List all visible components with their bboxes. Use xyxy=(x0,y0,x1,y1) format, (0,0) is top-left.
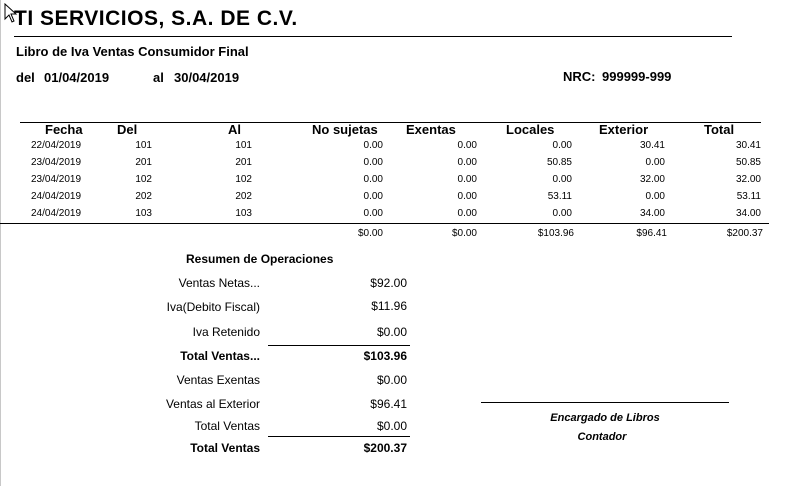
cell-locales: 0.00 xyxy=(552,208,572,219)
cell-total: 53.11 xyxy=(736,191,761,202)
summary-value: $0.00 xyxy=(376,373,407,387)
cell-al: 201 xyxy=(235,157,252,168)
summary-value: $92.00 xyxy=(370,276,407,290)
col-header-exentas: Exentas xyxy=(406,122,456,137)
col-header-del: Del xyxy=(117,122,138,137)
cell-del: 201 xyxy=(135,157,152,168)
cell-del: 202 xyxy=(135,191,152,202)
col-header-total: Total xyxy=(704,122,735,137)
cell-exterior: 34.00 xyxy=(639,208,665,219)
summary-label: Total Ventas xyxy=(190,441,260,455)
cell-locales: 0.00 xyxy=(552,174,572,185)
col-header-no-sujetas: No sujetas xyxy=(312,122,378,137)
left-border xyxy=(0,0,1,486)
period-to-date: 30/04/2019 xyxy=(174,70,240,85)
total-locales: $103.96 xyxy=(537,228,574,239)
cell-fecha: 23/04/2019 xyxy=(31,174,82,185)
cell-exterior: 30.41 xyxy=(639,140,665,151)
title-divider xyxy=(14,36,732,37)
total-exentas: $0.00 xyxy=(451,228,477,239)
col-header-exterior: Exterior xyxy=(599,122,649,137)
summary-label: Total Ventas... xyxy=(180,349,260,363)
cell-fecha: 22/04/2019 xyxy=(31,140,82,151)
summary-label: Iva(Debito Fiscal) xyxy=(166,300,260,314)
cell-total: 30.41 xyxy=(735,140,761,151)
cell-no-sujetas: 0.00 xyxy=(363,191,383,202)
summary-label: Ventas Netas... xyxy=(178,276,260,290)
summary-label: Iva Retenido xyxy=(192,325,260,339)
cell-no-sujetas: 0.00 xyxy=(363,140,383,151)
cell-del: 101 xyxy=(135,140,152,151)
cell-no-sujetas: 0.00 xyxy=(363,208,383,219)
cell-total: 34.00 xyxy=(735,208,761,219)
cell-locales: 50.85 xyxy=(546,157,572,168)
cell-exentas: 0.00 xyxy=(457,191,477,202)
summary-label: Total Ventas xyxy=(194,419,260,433)
cell-total: 32.00 xyxy=(735,174,761,185)
cell-exterior: 32.00 xyxy=(639,174,665,185)
cell-exentas: 0.00 xyxy=(457,174,477,185)
period-from-label: del xyxy=(16,70,35,85)
summary-label: Ventas Exentas xyxy=(176,373,260,387)
cell-al: 101 xyxy=(235,140,252,151)
cell-fecha: 23/04/2019 xyxy=(31,157,82,168)
cell-locales: 0.00 xyxy=(552,140,572,151)
cell-exentas: 0.00 xyxy=(457,140,477,151)
summary-value: $0.00 xyxy=(376,419,407,433)
summary-value: $96.41 xyxy=(370,397,407,411)
summary-total-rule xyxy=(268,436,410,437)
summary-subtotal-rule xyxy=(268,345,410,346)
nrc-label: NRC: xyxy=(563,69,596,84)
cell-del: 103 xyxy=(135,208,152,219)
cell-del: 102 xyxy=(135,174,152,185)
company-name: TI SERVICIOS, S.A. DE C.V. xyxy=(14,7,298,30)
cell-fecha: 24/04/2019 xyxy=(31,208,82,219)
total-exterior: $96.41 xyxy=(636,228,667,239)
summary-title: Resumen de Operaciones xyxy=(186,252,334,266)
col-header-al: Al xyxy=(228,122,241,137)
signature-role: Encargado de Libros xyxy=(550,412,660,424)
total-total: $200.37 xyxy=(726,228,763,239)
cell-al: 103 xyxy=(235,208,252,219)
cell-exentas: 0.00 xyxy=(457,157,477,168)
signature-title: Contador xyxy=(577,431,627,443)
cell-no-sujetas: 0.00 xyxy=(363,174,383,185)
cell-al: 202 xyxy=(235,191,252,202)
summary-label: Ventas al Exterior xyxy=(165,397,260,411)
col-header-fecha: Fecha xyxy=(45,122,83,137)
cell-exterior: 0.00 xyxy=(645,157,665,168)
nrc-value: 999999-999 xyxy=(602,69,672,84)
summary-value: $103.96 xyxy=(363,349,407,363)
cell-exentas: 0.00 xyxy=(457,208,477,219)
summary-value: $200.37 xyxy=(363,441,407,455)
cell-total: 50.85 xyxy=(735,157,761,168)
cell-al: 102 xyxy=(235,174,252,185)
report-subtitle: Libro de Iva Ventas Consumidor Final xyxy=(16,44,249,59)
summary-value: $0.00 xyxy=(376,325,407,339)
cell-locales: 53.11 xyxy=(547,191,572,202)
cell-exterior: 0.00 xyxy=(645,191,665,202)
period-from-date: 01/04/2019 xyxy=(44,70,110,85)
period-to-label: al xyxy=(153,70,164,85)
cell-no-sujetas: 0.00 xyxy=(363,157,383,168)
signature-line xyxy=(481,402,729,403)
total-no-sujetas: $0.00 xyxy=(357,228,383,239)
summary-value: $11.96 xyxy=(371,299,407,313)
col-header-locales: Locales xyxy=(506,122,555,137)
cell-fecha: 24/04/2019 xyxy=(31,191,82,202)
table-bottom-rule xyxy=(0,223,769,224)
